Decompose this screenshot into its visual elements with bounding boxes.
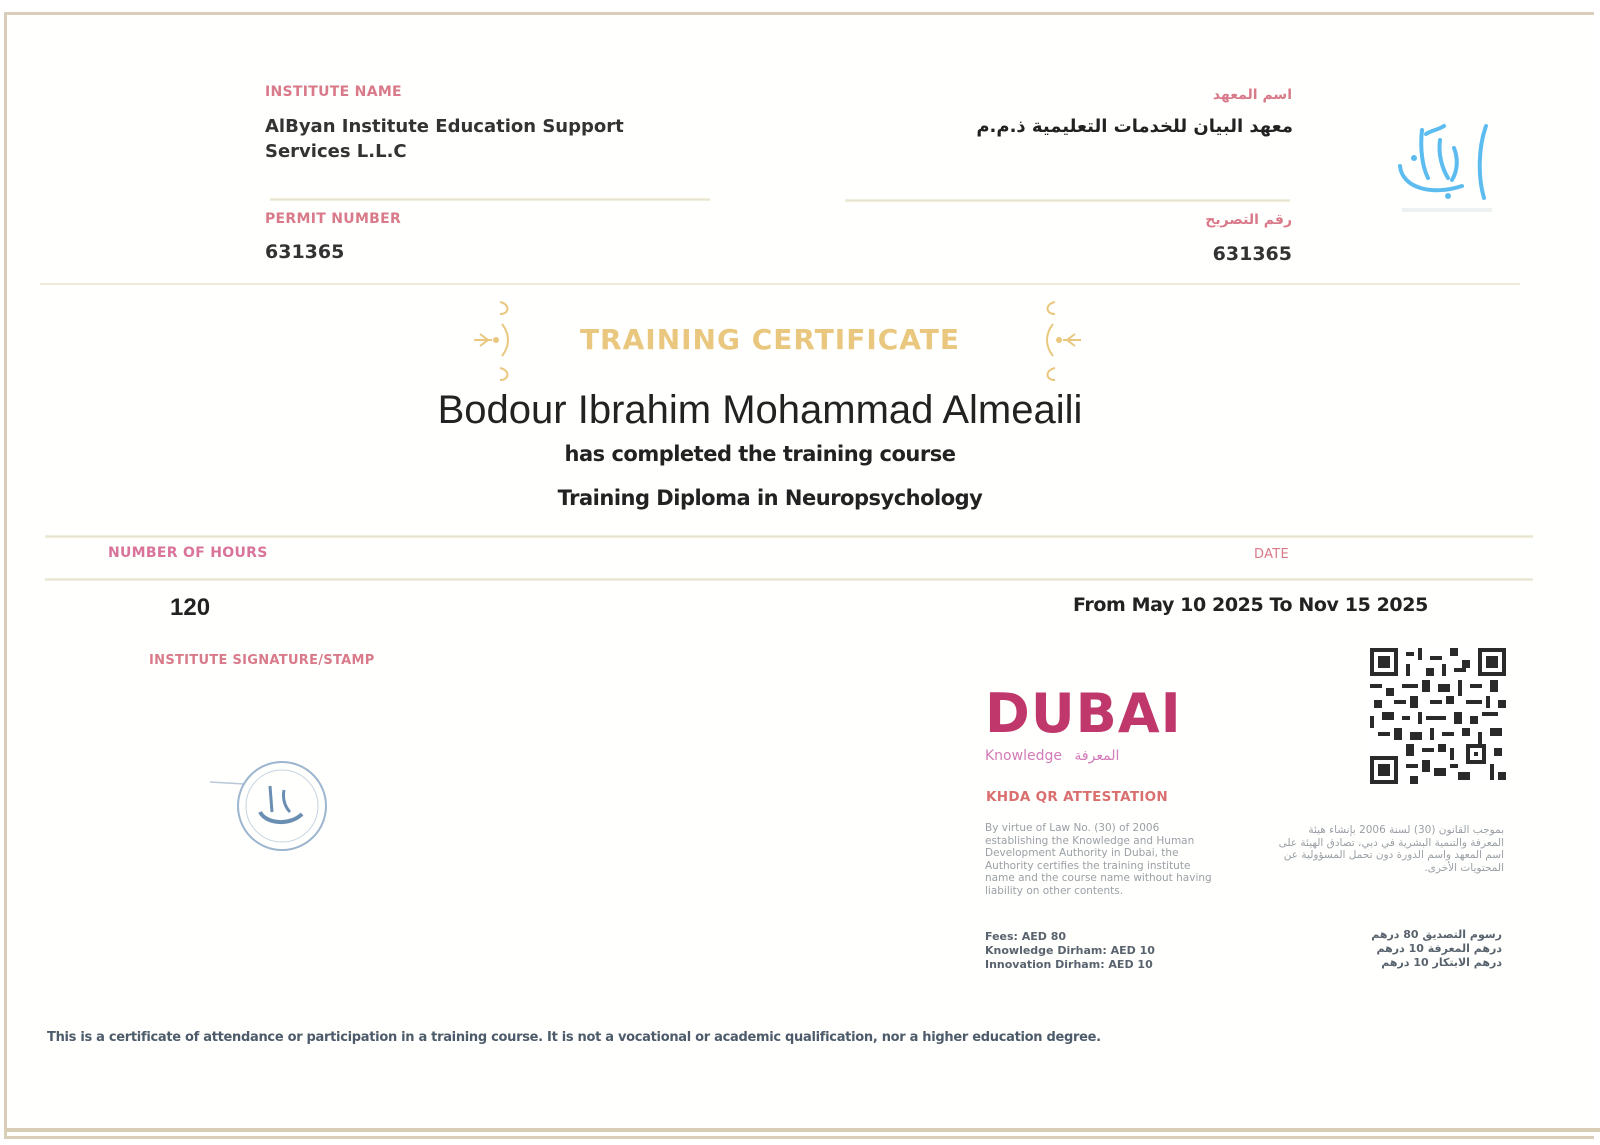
certificate-title: TRAINING CERTIFICATE bbox=[579, 323, 961, 356]
institute-name-label-ar: اسم المعهد bbox=[1212, 87, 1292, 103]
institute-name-line2: Services L.L.C bbox=[265, 141, 407, 162]
permit-number-label: PERMIT NUMBER bbox=[265, 211, 402, 227]
permit-number-ar: 631365 bbox=[1212, 243, 1292, 265]
header-rule-right bbox=[845, 199, 1290, 202]
knowledge-ar: المعرفة bbox=[1074, 748, 1120, 764]
signature-label: INSTITUTE SIGNATURE/STAMP bbox=[149, 653, 375, 668]
khda-fees-ar bbox=[1280, 928, 1502, 970]
fee-knowledge-dirham-ar: درهم المعرفة 10 درهم bbox=[1376, 942, 1502, 955]
institute-stamp-icon bbox=[210, 760, 340, 860]
header-rule-left bbox=[270, 198, 710, 201]
khda-fees-en bbox=[985, 930, 1155, 972]
albyan-logo-icon bbox=[1392, 118, 1502, 218]
fee-innovation-dirham: Innovation Dirham: AED 10 bbox=[985, 958, 1153, 971]
permit-number-en: 631365 bbox=[265, 241, 345, 263]
fee-innovation-dirham-ar: درهم الابتكار 10 درهم bbox=[1381, 956, 1502, 969]
qr-code-icon[interactable] bbox=[1370, 648, 1506, 784]
section-rule-top bbox=[40, 283, 1520, 285]
institute-name-line1: AlByan Institute Education Support bbox=[265, 116, 624, 137]
institute-name-en bbox=[265, 114, 624, 164]
dubai-knowledge-logo bbox=[985, 682, 1182, 764]
frame-bottom-edge bbox=[4, 1128, 1600, 1132]
band-rule-top bbox=[45, 535, 1533, 538]
institute-name-ar: معهد البيان للخدمات التعليمية ذ.م.م bbox=[976, 116, 1293, 137]
ornament-right-icon bbox=[1035, 296, 1085, 386]
dubai-logo-subtitle bbox=[985, 748, 1182, 764]
institute-name-label: INSTITUTE NAME bbox=[265, 84, 402, 100]
khda-text-en: By virtue of Law No. (30) of 2006 establishing the Knowledge and Human Development Authority in Dubai, the Authority certifies the training institute name and the course name without having liability on other contents. bbox=[985, 822, 1212, 897]
khda-attestation-label: KHDA QR ATTESTATION bbox=[986, 789, 1169, 805]
footer-disclaimer: This is a certificate of attendance or participation in a training course. It is not a vocational or academic qualification, nor a higher education degree. bbox=[47, 1030, 1101, 1045]
date-value: From May 10 2025 To Nov 15 2025 bbox=[1073, 594, 1428, 616]
hours-value: 120 bbox=[170, 594, 211, 621]
khda-text-ar: بموجب القانون (30) لسنة 2006 بإنشاء هيئة المعرفة والتنمية البشرية في دبي، تصادق الهيئة على اسم المعهد واسم الدورة دون تحمل المسؤولية عن المحتويات الأخرى. bbox=[1278, 824, 1504, 874]
band-rule-bottom bbox=[45, 578, 1533, 581]
date-label: DATE bbox=[1254, 547, 1290, 562]
knowledge-en: Knowledge bbox=[985, 748, 1062, 764]
completed-text: has completed the training course bbox=[564, 442, 956, 466]
fee-knowledge-dirham: Knowledge Dirham: AED 10 bbox=[985, 944, 1155, 957]
ornament-left-icon bbox=[470, 296, 520, 386]
dubai-logo-text: DUBAI bbox=[985, 682, 1182, 745]
permit-number-label-ar: رقم التصريح bbox=[1205, 212, 1292, 228]
fee-attestation: Fees: AED 80 bbox=[985, 930, 1067, 943]
course-name: Training Diploma in Neuropsychology bbox=[557, 486, 983, 510]
recipient-name: Bodour Ibrahim Mohammad Almeaili bbox=[437, 388, 1083, 432]
hours-label: NUMBER OF HOURS bbox=[108, 545, 268, 561]
fee-attestation-ar: رسوم التصديق 80 درهم bbox=[1371, 928, 1502, 941]
